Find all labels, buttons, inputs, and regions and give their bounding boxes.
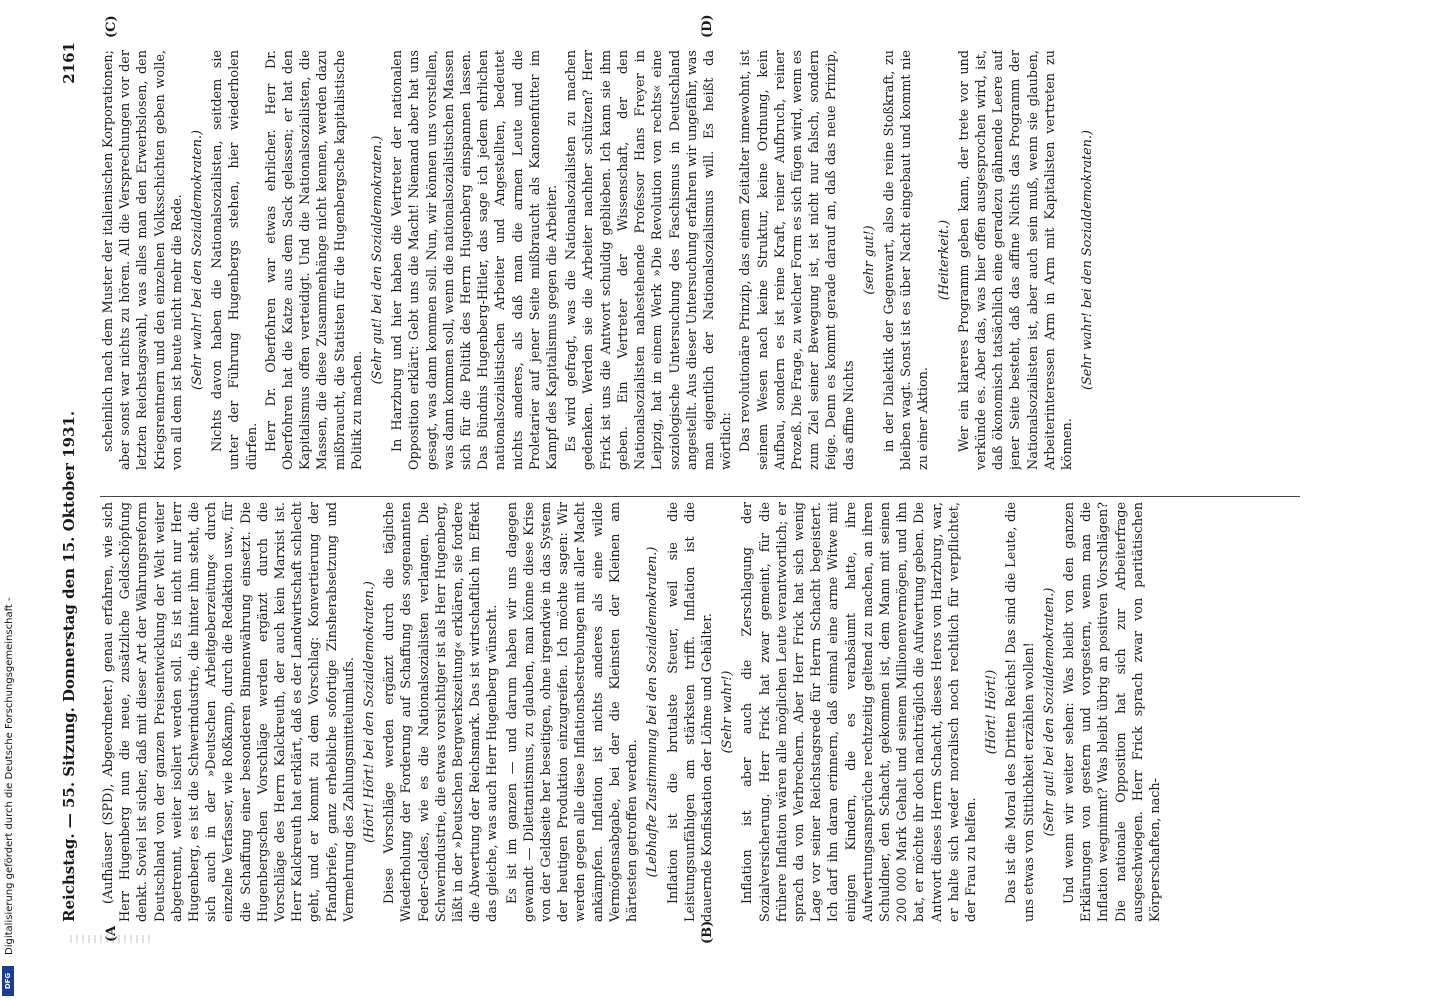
paragraph: Wer ein klareres Programm geben kann, der trete vor und verkünde es. Aber das, was hier offen ausgesprochen wird, ist, daß ökonomisch tatsächlich eine geradezu gähnende Leere auf jener Seite besteht, daß das affine Nichts das Programm der Nationalsozialisten ist, aber auch sein muß, wenn sie glauben, Arbeiterinteressen Arm in Arm mit Kapitalisten vertreten zu können. (956, 50, 1075, 470)
interjection: (Hört! Hört!) (984, 669, 1000, 755)
paragraph: Herr Dr. Oberfohren war etwas ehrlicher. Herr Dr. Oberfohren hat die Katze aus dem Sack gelassen; er hat den Kapitalismus offen verteidigt. Und die Nationalsozialisten, die Massen, die diese Zusammenhänge nicht kennen, werden dazu mißbraucht, die Statisten für die Hugenbergsche kapitalistische Politik zu machen. (263, 50, 365, 470)
dfg-logo-text: DFG (4, 972, 12, 990)
digitization-credit: Digitalisierung gefördert durch die Deutsche Forschungsgemeinschaft - (4, 597, 15, 955)
paragraph: Nichts davon haben die Nationalsozialisten, seitdem sie unter der Führung Hugenbergs stehen, hier wiederholen dürfen. (210, 50, 260, 470)
paragraph: Diese Vorschläge werden ergänzt durch die tägliche Wiederholung der Forderung auf Schaffung des sogenannten Feder-Geldes, wie es die Nationalsozialisten verlangen. Die Schwerindustrie, die etwas vorsichtiger ist als Herr Hugenberg, läßt in der »Deutschen Bergwerkszeitung« erklären, sie fordere die Abwertung der Reichsmark. Das ist wirtschaftlich im Effekt das gleiche, was auch Herr Hugenberg wünscht. (382, 502, 501, 922)
interjection: (Lebhafte Zustimmung bei den Sozialdemokraten.) (645, 546, 661, 878)
paragraph: Inflation ist aber auch die Zerschlagung der Sozialversicherung. Herr Frick hat zwar gemeint, für die frühere Inflation wären alle möglichen Leute verantwortlich; er sprach da von Verbrechern. Aber Herr Frick hat sich wenig Lage vor seiner Reichstagsrede für Herrn Schacht begeistert. Ich darf ihn daran erinnern, daß einmal eine arme Witwe mit einigen Kindern, die es verabsäumt hatte, ihre Aufwertungsansprüche rechtzeitig geltend zu machen, an ihren Schuldner, den Schacht, gekommen ist, dem Mann mit seinen 200 000 Mark Gehalt und seinem Millionenvermögen, und ihn bat, er möchte ihr doch nachträglich die Aufwertung geben. Die Antwort dieses Herrn Schacht, dieses Heros von Harzburg, war, er halte sich weder moralisch noch rechtlich für verpflichtet, der Frau zu helfen. (740, 502, 979, 922)
paragraph: Und wenn wir weiter sehen: Was bleibt von den ganzen Erklärungen von gestern und vorgestern, wenn man die Inflation wegnimmt? Was bleibt übrig an positiven Vorschlägen? Die nationale Opposition hat sich zur Arbeiterfrage ausgeschwiegen. Herr Frick sprach zwar von paritätischen Körperschaften, nach- (1061, 502, 1163, 922)
margin-marker-c: (C) (104, 15, 119, 38)
paragraph: scheinlich nach dem Muster der italienischen Korporationen; aber sonst war nichts zu hören. All die Versprechungen vor der letzten Reichstagswahl, was alles man den Erwerbslosen, den Kriegsrentnern und den einzelnen Volksschichten geben wolle, von all dem ist heute nicht mehr die Rede. (101, 50, 185, 470)
paragraph: Das revolutionäre Prinzip, das einem Zeitalter innewohnt, ist seinem Wesen nach keine Struktur, keine Ordnung, kein Aufbau, sondern es ist reine Kraft, reiner Aufbruch, reiner Prozeß. Die Frage, zu welcher Form es sich fügen wird, wenn es zum Ziel seiner Bewegung ist, ist nicht nur falsch, sondern feige. Denn es kommt gerade darauf an, daß das neue Prinzip, das affine Nichts (738, 50, 857, 470)
page-header (60, 42, 86, 922)
left-text-column (100, 502, 1310, 922)
paragraph: Das ist die Moral des Dritten Reichs! Das sind die Leute, die uns etwas von Sittlichkeit erzählen wollen! (1004, 502, 1037, 922)
paragraph: in der Dialektik der Gegenwart, also die reine Stoßkraft, zu bleiben wagt. Sonst ist es über Nacht eingebaut und kommt nie zu einer Aktion. (881, 50, 932, 470)
interjection: (Sehr wahr! bei den Sozialdemokraten.) (1080, 129, 1096, 391)
margin-marker-a: (A (104, 925, 119, 942)
paragraph: Es wird gefragt, was die Nationalsozialisten zu machen gedenken. Werden sie die Arbeiter nachher schützen? Herr Frick ist uns die Antwort schuldig geblieben. Ich kann sie ihm geben. Ein Vertreter der Wissenschaft, der den Nationalsozialisten nahestehende Professor Hans Freyer in Leipzig, hat in einem Werk »Die Revolution von rechts« eine soziologische Untersuchung des Faschismus in Deutschland angestellt. Aus dieser Untersuchung erfahren wir ungefähr, was man eigentlich der Nationalsozialismus will. Es heißt da wörtlich: (564, 50, 735, 470)
interjection: (Sehr wahr!) (720, 670, 736, 754)
interjection: (Hört! Hört! bei den Sozialdemokraten.) (362, 581, 378, 843)
header-title: Reichstag. — 55. Sitzung. Donnerstag den 15. Oktober 1931. (60, 410, 78, 922)
margin-marker-d: (D) (700, 14, 715, 38)
interjection: (Heiterkeit.) (936, 219, 952, 301)
paragraph: Es ist im ganzen — und darum haben wir uns dagegen gewandt — Dilettantismus, zu glauben, man könne diese Krise von der Geldseite her beseitigen, ohne irgendwie in das System der heutigen Produktion einzugreifen. Ich möchte sagen: Wir werden gegen alle diese Inflationsbestrebungen mit aller Macht ankämpfen. Inflation ist nichts anderes als eine wilde Vermögensabgabe, bei der die Kleinsten der Kleinen am härtesten getroffen werden. (504, 502, 641, 922)
column-divider (100, 496, 1300, 497)
paragraph: (Aufhäuser (SPD), Abgeordneter.) genau erfahren, wie sich Herr Hugenberg nun die neue, zusätzliche Geldschöpfung denkt. Soviel ist sicher, daß mit dieser Art der Währungsreform Deutschland von der ganzen Preisentwicklung der Welt weiter abgetrennt, weiter isoliert werden soll. Es ist nicht nur Herr Hugenberg, es ist die Schwerindustrie, die hinter ihm steht, die sich auch in der »Deutschen Arbeitgeberzeitung« durch einzelne Verfasser, wie Roßkamp, durch die Redaktion usw., für die Schaffung einer besonderen Binnenwährung einsetzt. Die Hugenbergschen Vorschläge werden ergänzt durch die Vorschläge des Herrn Kalckreuth, der auch kein Marxist ist. Herr Kalckreuth hat erklärt, daß es der Landwirtschaft schlecht geht, und er kommt zu dem Vorschlag: Konvertierung der Pfandbriefe, ganz erhebliche sofortige Zinsherabsetzung und Vermehrung des Zahlungsmittelumlaufs. (101, 502, 357, 922)
interjection: (Sehr wahr! bei den Sozialdemokraten.) (190, 129, 206, 391)
interjection: (sehr gut!) (861, 225, 877, 295)
paragraph: In Harzburg und hier haben die Vertreter der nationalen Opposition erklärt: Gebt uns die Macht! Niemand aber hat uns gesagt, was dann kommen soll. Nun, wir können uns vorstellen, was dann kommen soll, wenn die nationalsozialistischen Massen sich für die Politik des Herrn Hugenberg einspannen lassen. Das Bündnis Hugenberg-Hitler, das sage ich jedem ehrlichen nationalsozialistischen Arbeiter und Angestellten, bedeutet nichts anderes, als daß man die armen Leute und die Proletarier auf jener Seite mißbraucht als Kanonenfutter im Kampf des Kapitalismus gegen die Arbeiter. (390, 50, 561, 470)
right-text-column (100, 50, 1310, 470)
scan-artifact (70, 935, 150, 943)
dfg-logo (2, 966, 14, 996)
paragraph: Inflation ist die brutalste Steuer, weil sie die Leistungsunfähigen am stärksten trifft. Inflation ist die dauernde Konfiskation der Löhne und Gehälter. (665, 502, 715, 922)
interjection: (Sehr gut! bei den Sozialdemokraten.) (1041, 587, 1057, 837)
interjection: (Sehr gut! bei den Sozialdemokraten.) (370, 135, 386, 385)
page-number: 2161 (60, 42, 78, 84)
margin-marker-b: (B) (700, 920, 715, 944)
